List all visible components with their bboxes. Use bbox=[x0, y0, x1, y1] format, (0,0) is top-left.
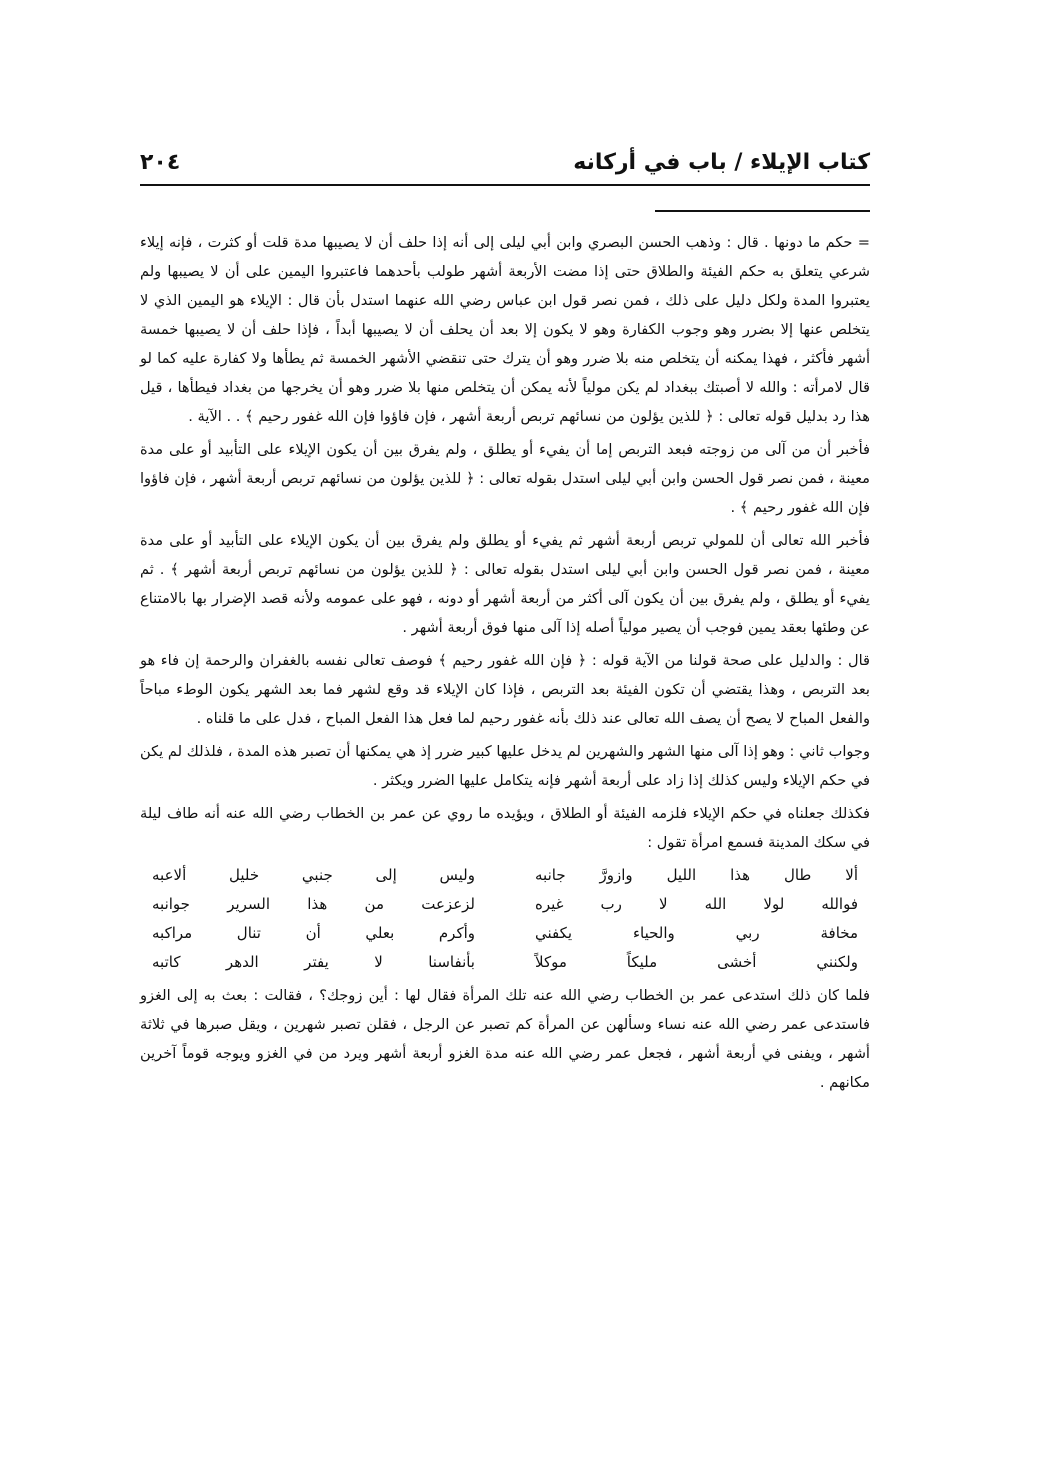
paragraph: وجواب ثاني : وهو إذا آلى منها الشهر والشهرين لم يدخل عليها كبير ضرر إذ هي يمكنها أن تصبر هذه المدة ، فلذلك لم يكن في حكم الإيلاء وليس كذلك إذا زاد على أربعة أشهر فإنه يتكامل عليها الضرر ويكثر . bbox=[140, 743, 870, 789]
running-title: كتاب الإيلاء / باب في أركانه bbox=[573, 150, 870, 175]
header-rule bbox=[140, 184, 870, 186]
verse-second-hemistich: وليس إلى جنبي خليل ألاعبه bbox=[152, 866, 475, 884]
paragraph: = حكم ما دونها . قال : وذهب الحسن البصري وابن أبي ليلى إلى أنه إذا حلف أن لا يصيبها مدة قلت أو كثرت ، فإنه إيلاء شرعي يتعلق به حكم الفيئة والطلاق حتى إذا مضت الأربعة أشهر طولب بأحدهما فاعتبروا اليمين على أن لا يصيبها ولم يعتبروا المدة ولكل دليل على ذلك ، فمن نصر قول ابن عباس رضي الله عنهما استدل بأن قال : الإيلاء هو اليمين الذي لا يتخلص عنها إلا بضرر وهو وجوب الكفارة وهو لا يكون إلا بعد أن يحلف أن لا يصيبها أبداً ، فإذا حلف أن لا يصيبها خمسة أشهر فأكثر ، فهذا يمكنه أن يتخلص منه بلا ضرر وهو أن يترك حتى تنقضي الأشهر الخمسة ثم يطأها ولا كفارة عليه كما لو قال لامرأته : والله لا أصبتك ببغداد لم يكن مولياً لأنه يمكن أن يتخلص منها بلا ضرر وهو أن يخرجها من بغداد فيطأها ، قيل هذا رد بدليل قوله تعالى : ﴿ للذين يؤلون من نسائهم تربص أربعة أشهر ، فإن فاؤوا فإن الله غفور رحيم ﴾ . . الآية . bbox=[140, 234, 870, 425]
paragraph: فأخبر أن من آلى من زوجته فبعد التربص إما أن يفيء أو يطلق ، ولم يفرق بين أن يكون الإيلاء على التأبيد أو على مدة معينة ، فمن نصر قول الحسن وابن أبي ليلى استدل بقوله تعالى : ﴿ للذين يؤلون من نسائهم تربص أربعة أشهر ، فإن فاؤوا فإن الله غفور رحيم ﴾ . bbox=[140, 441, 870, 516]
paragraph: فأخبر الله تعالى أن للمولي تربص أربعة أشهر ثم يفيء أو يطلق ولم يفرق بين أن يكون الإيلاء على التأبيد أو على مدة معينة ، فمن نصر قول الحسن وابن أبي ليلى استدل بقوله تعالى : ﴿ للذين يؤلون من نسائهم تربص أربعة أشهر ﴾ . ثم يفيء أو يطلق ، ولم يفرق بين أن يكون آلى أكثر من أربعة أشهر أو دونه ، فهو على عمومه ولأنه قصد الإضرار بها بالامتناع عن وطئها بعقد يمين فوجب أن يصير مولياً أصله إذا آلى منها فوق أربعة أشهر . bbox=[140, 532, 870, 636]
verse-second-hemistich: بأنفاسنا لا يفتر الدهر كاتبه bbox=[152, 953, 475, 971]
footnote-rule bbox=[655, 210, 870, 212]
paragraph: قال : والدليل على صحة قولنا من الآية قوله : ﴿ فإن الله غفور رحيم ﴾ فوصف تعالى نفسه بالغفران والرحمة إن فاء هو بعد التربص ، وهذا يقتضي أن تكون الفيئة بعد التربص ، فإذا كان الإيلاء قد وقع لشهر فما بعد الشهر يكون الوطء مباحاً والفعل المباح لا يصح أن يصف الله تعالى عند ذلك بأنه غفور رحيم لما فعل هذا الفعل المباح ، فدل على ما قلناه . bbox=[140, 652, 870, 727]
verse-second-hemistich: لزعزعت من هذا السرير جوانبه bbox=[152, 895, 475, 913]
verse-first-hemistich: فوالله لولا الله لا رب غيره bbox=[535, 895, 858, 913]
verse-first-hemistich: ألا طال هذا الليل وازورَّ جانبه bbox=[535, 866, 858, 884]
page-body bbox=[140, 228, 870, 1101]
poem bbox=[152, 861, 858, 977]
page-header bbox=[140, 150, 870, 184]
page-number: ٢٠٤ bbox=[140, 150, 181, 175]
paragraph: فكذلك جعلناه في حكم الإيلاء فلزمه الفيئة أو الطلاق ، ويؤيده ما روي عن عمر بن الخطاب رضي الله عنه أنه طاف ليلة في سكك المدينة فسمع امرأة تقول : bbox=[140, 805, 870, 851]
verse-first-hemistich: مخافة ربي والحياء يكفني bbox=[535, 924, 858, 942]
verse-first-hemistich: ولكنني أخشى مليكاً موكلاً bbox=[535, 953, 858, 971]
closing-paragraph: فلما كان ذلك استدعى عمر بن الخطاب رضي الله عنه تلك المرأة فقال لها : أين زوجك؟ ، فقالت : بعث به إلى الغزو فاستدعى عمر رضي الله عنه نساء وسألهن عن المرأة كم تصبر عن الرجل ، فقلن تصبر شهرين ، ويقل صبرها في ثلاثة أشهر ، ويفنى في أربعة أشهر ، فجعل عمر رضي الله عنه مدة الغزو أربعة أشهر ويرد من في الغزو ويوجه قوماً آخرين مكانهم . bbox=[140, 987, 870, 1091]
verse-second-hemistich: وأكرم بعلي أن تنال مراكبه bbox=[152, 924, 475, 942]
